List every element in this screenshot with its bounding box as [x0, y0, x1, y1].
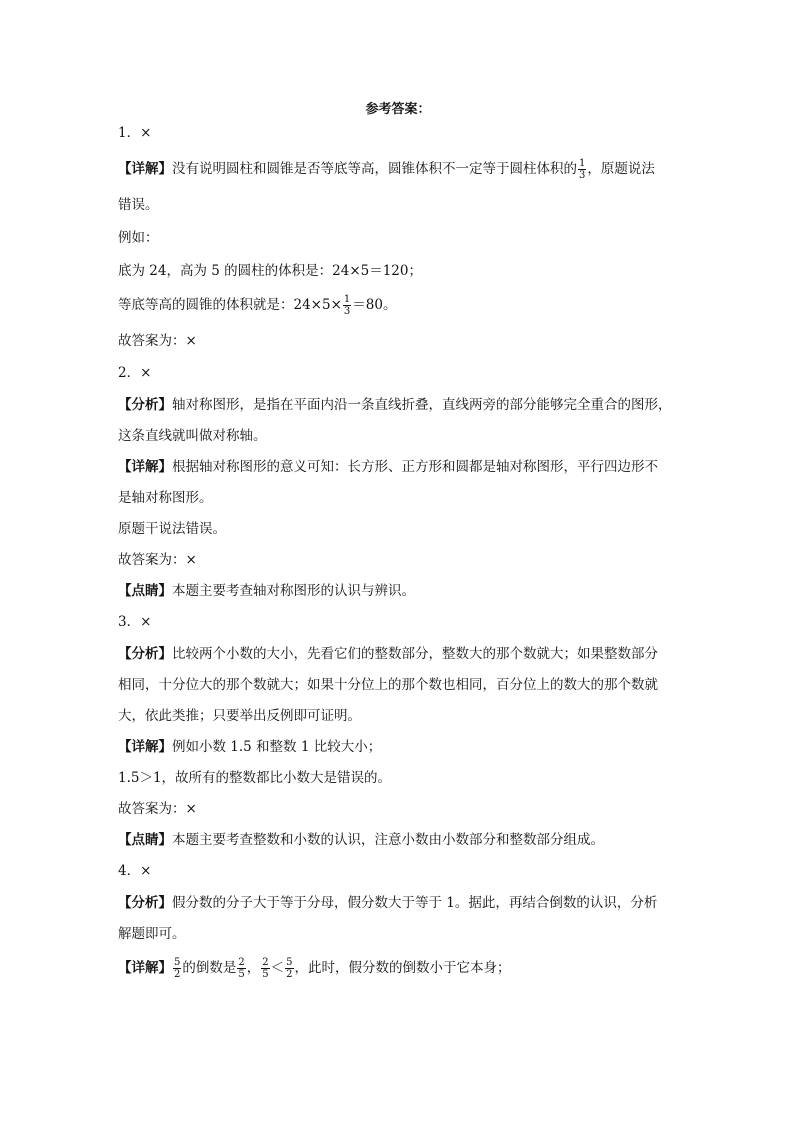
q4-fraction-a-denominator: 2 — [174, 969, 181, 980]
q2-detail-line-2: 是轴对称图形。 — [118, 490, 213, 506]
q4-fraction-d — [285, 957, 293, 980]
q2-comment — [118, 581, 415, 601]
q3-comment-tag: 【点睛】 — [118, 832, 172, 848]
q4-analysis-tag: 【分析】 — [118, 895, 172, 911]
q3-analysis-line-3: 大，依此类推；只要举出反例即可证明。 — [118, 708, 361, 724]
q4-detail-text-3: ，此时，假分数的倒数小于它本身； — [294, 960, 511, 976]
q4-fraction-b-denominator: 5 — [238, 969, 245, 980]
q3-detail-line-2: 1.5＞1，故所有的整数都比小数大是错误的。 — [118, 770, 392, 786]
q4-analysis-text: 假分数的分子大于等于分母，假分数大于等于 1。据此，再结合倒数的认识，分析 — [172, 895, 658, 911]
q1-cone-volume — [118, 294, 396, 317]
q4-fraction-c-denominator: 5 — [262, 969, 269, 980]
q1-detail-line-2: 错误。 — [118, 197, 159, 213]
q3-analysis-line-1 — [118, 644, 658, 664]
q1-fraction-2-denominator: 3 — [343, 306, 351, 317]
q3-detail-text: 例如小数 1.5 和整数 1 比较大小； — [172, 739, 382, 755]
q4-fraction-b-numerator: 2 — [238, 957, 245, 968]
q4-fraction-c — [261, 957, 269, 980]
q2-number: 2．× — [118, 365, 152, 381]
q4-fraction-c-numerator: 2 — [262, 957, 269, 968]
q1-answer: 故答案为：× — [118, 333, 197, 349]
q4-analysis-line-1 — [118, 893, 657, 913]
q2-detail-text: 根据轴对称图形的意义可知：长方形、正方形和圆都是轴对称图形，平行四边形不 — [172, 459, 658, 475]
q1-fraction-2 — [343, 294, 351, 317]
q1-fraction-1-numerator: 1 — [579, 158, 586, 169]
q3-comment — [118, 830, 604, 850]
q4-detail-text-1: 的倒数是 — [182, 960, 237, 976]
q3-comment-text: 本题主要考查整数和小数的认识，注意小数由小数部分和整数部分组成。 — [172, 832, 604, 848]
q1-detail-line-1 — [118, 158, 655, 181]
q2-answer: 故答案为：× — [118, 552, 197, 568]
q1-fraction-1-denominator: 3 — [579, 170, 586, 181]
q3-analysis-line-2: 相同，十分位大的那个数就大；如果十分位上的那个数也相同，百分位上的数大的那个数就 — [118, 677, 658, 693]
q1-cone-volume-text: 等底等高的圆锥的体积就是：24×5× — [118, 297, 342, 313]
q4-fraction-d-denominator: 2 — [286, 969, 293, 980]
page-title: 参考答案： — [365, 102, 431, 117]
q3-analysis-tag: 【分析】 — [118, 646, 172, 662]
q1-fraction-2-numerator: 1 — [343, 294, 351, 305]
q1-detail-tag: 【详解】 — [118, 161, 172, 177]
q2-analysis-tag: 【分析】 — [118, 397, 172, 413]
q3-analysis-text: 比较两个小数的大小，先看它们的整数部分，整数大的那个数就大；如果整数部分 — [172, 646, 658, 662]
q1-detail-text: 没有说明圆柱和圆锥是否等底等高，圆锥体积不一定等于圆柱体积的 — [172, 161, 577, 177]
q2-detail-line-1 — [118, 457, 658, 477]
q1-fraction-1 — [578, 158, 586, 181]
q4-analysis-line-2: 解题即可。 — [118, 926, 186, 942]
q2-comment-tag: 【点睛】 — [118, 583, 172, 599]
q4-fraction-a-numerator: 5 — [174, 957, 181, 968]
q1-example-label: 例如： — [118, 230, 159, 246]
q1-detail-text-end: ，原题说法 — [587, 161, 655, 177]
q2-detail-line-3: 原题干说法错误。 — [118, 521, 226, 537]
q1-number: 1．× — [118, 125, 152, 141]
q4-detail-tag: 【详解】 — [118, 960, 172, 976]
q2-detail-tag: 【详解】 — [118, 459, 172, 475]
q4-fraction-b — [237, 957, 245, 980]
q2-analysis-line-2: 这条直线就叫做对称轴。 — [118, 428, 267, 444]
q1-cylinder-volume: 底为 24，高为 5 的圆柱的体积是：24×5＝120； — [118, 263, 422, 279]
q3-detail-tag: 【详解】 — [118, 739, 172, 755]
q3-number: 3．× — [118, 614, 152, 630]
q3-answer: 故答案为：× — [118, 801, 197, 817]
q2-comment-text: 本题主要考查轴对称图形的认识与辨识。 — [172, 583, 415, 599]
q4-number: 4．× — [118, 863, 152, 879]
q4-less-than: ＜ — [270, 960, 285, 976]
q4-detail-line-1 — [118, 957, 511, 980]
q3-detail-line-1 — [118, 737, 381, 757]
q2-analysis-text: 轴对称图形，是指在平面内沿一条直线折叠，直线两旁的部分能够完全重合的图形， — [172, 397, 672, 413]
q4-fraction-a — [173, 957, 181, 980]
q1-cone-volume-result: ＝80。 — [352, 297, 397, 313]
q2-analysis-line-1 — [118, 395, 672, 415]
q4-fraction-d-numerator: 5 — [286, 957, 293, 968]
q4-detail-text-2: ， — [246, 960, 261, 976]
